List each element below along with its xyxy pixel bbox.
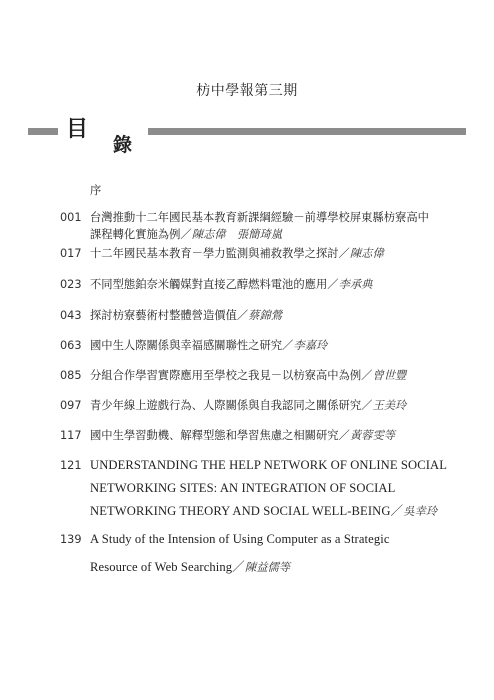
entry-title-line: NETWORKING THEORY AND SOCIAL WELL-BEING／ <box>90 504 404 518</box>
toc-entry-english[interactable] <box>60 457 480 523</box>
entry-page: 001 <box>60 211 82 224</box>
entry-title: 國中生學習動機、解釋型態和學習焦慮之相關研究／ <box>90 429 350 442</box>
heading-bar-right <box>148 128 466 135</box>
entry-author: 陳志偉 <box>349 247 384 260</box>
entry-title-line: A Study of the Intension of Using Computer as a Strategic <box>90 532 390 546</box>
entry-title: 十二年國民基本教育－學力監測與補救教學之探討／ <box>90 247 350 260</box>
toc-heading-char-1: 目 <box>66 117 89 142</box>
entry-author: 黃蓉雯等 <box>349 429 396 442</box>
entry-title-line: Resource of Web Searching／ <box>90 560 245 574</box>
entry-author: 曾世豐 <box>372 369 407 382</box>
entry-title: 探討枋寮藝術村整體營造價值／ <box>90 309 249 322</box>
entry-title-line: UNDERSTANDING THE HELP NETWORK OF ONLINE SOCIAL <box>90 458 447 472</box>
entry-page: 121 <box>60 459 82 472</box>
entry-title-line2 <box>90 226 282 243</box>
entry-author: 陳益儒等 <box>244 561 291 574</box>
entry-title: 序 <box>90 184 102 197</box>
entry-title-line2 <box>90 559 290 576</box>
journal-title: 枋中學報第三期 <box>196 83 298 99</box>
entry-title: 不同型態鉑奈米觸媒對直接乙醇燃料電池的應用／ <box>90 278 339 291</box>
entry-title-line: NETWORKING SITES: AN INTEGRATION OF SOCIAL <box>90 481 396 495</box>
entry-title: 台灣推動十二年國民基本教育新課綱經驗－前導學校屏東縣枋寮高中 <box>90 211 429 224</box>
entry-page: 043 <box>60 309 82 322</box>
entry-page: 117 <box>60 429 82 442</box>
entry-page: 017 <box>60 247 82 260</box>
toc-entry-english[interactable] <box>60 531 480 576</box>
entry-author: 陳志偉 張簡琦嵐 <box>191 228 283 241</box>
entry-author: 吳幸玲 <box>403 505 438 518</box>
entry-author: 蔡錦鶯 <box>248 309 283 322</box>
entry-page: 023 <box>60 278 82 291</box>
toc-heading-char-2: 錄 <box>113 134 133 156</box>
entry-author: 李嘉玲 <box>293 339 328 352</box>
heading-bar-left <box>28 128 58 135</box>
entry-title: 分組合作學習實際應用至學校之我見－以枋寮高中為例／ <box>90 369 373 382</box>
entry-page: 085 <box>60 369 82 382</box>
entry-page: 063 <box>60 339 82 352</box>
entry-author: 王美玲 <box>372 399 407 412</box>
entry-title-line3 <box>90 503 437 520</box>
entry-title-cont: 課程轉化實施為例／ <box>90 228 192 241</box>
toc-entry[interactable] <box>60 209 480 243</box>
entry-title: 青少年線上遊戲行為、人際關係與自我認同之關係研究／ <box>90 399 373 412</box>
entry-page: 097 <box>60 399 82 412</box>
entry-title: 國中生人際關係與幸福感關聯性之研究／ <box>90 339 294 352</box>
entry-page: 139 <box>60 533 82 546</box>
entry-author: 李承典 <box>338 278 373 291</box>
